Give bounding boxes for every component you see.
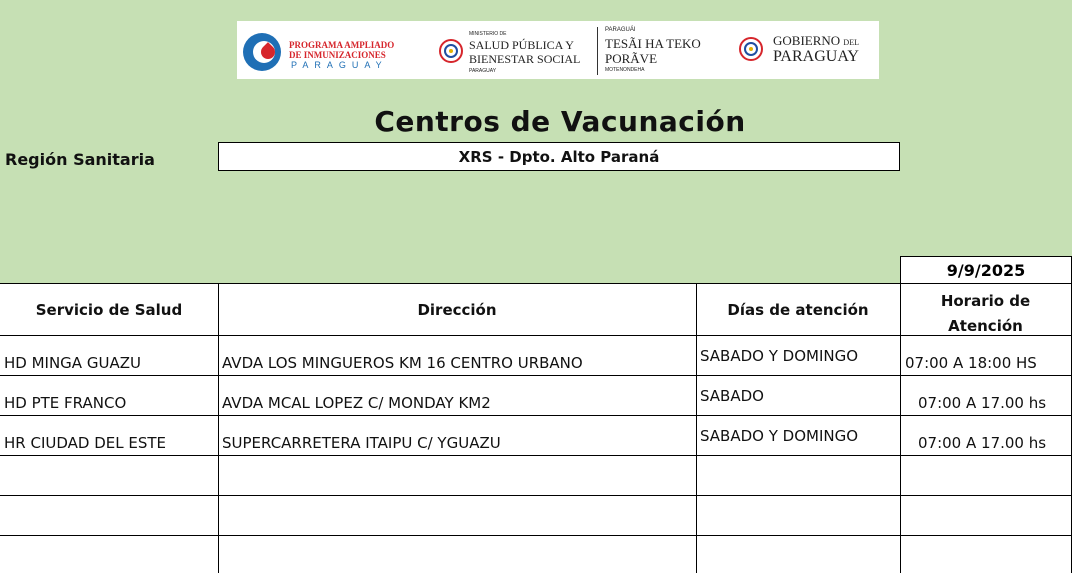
table-row-servicio[interactable]: HR CIUDAD DEL ESTE: [4, 434, 167, 452]
grid-line: [696, 283, 697, 573]
table-row-direccion[interactable]: AVDA LOS MINGUEROS KM 16 CENTRO URBANO: [222, 354, 583, 372]
pai-logo: [237, 21, 417, 79]
grid-line: [0, 283, 1072, 284]
grid-line: [0, 375, 1072, 376]
grid-line: [0, 415, 1072, 416]
table-row-direccion[interactable]: AVDA MCAL LOPEZ C/ MONDAY KM2: [222, 394, 491, 412]
grid-line: [0, 455, 1072, 456]
gobierno-seal-icon: [739, 37, 763, 61]
gob-line1: GOBIERNO: [773, 33, 841, 48]
pai-line3: PARAGUAY: [291, 60, 388, 70]
grid-line: [218, 283, 219, 573]
tes-line2: PORÃVE: [605, 51, 658, 66]
logo-divider: [597, 27, 598, 75]
table-row-dias[interactable]: SABADO Y DOMINGO: [700, 347, 859, 365]
grid-line: [1071, 283, 1072, 573]
date-cell[interactable]: 9/9/2025: [900, 256, 1072, 284]
gob-line2: PARAGUAY: [773, 48, 859, 65]
tes-bottom: MOTENONDEHA: [605, 67, 645, 73]
grid-line: [0, 495, 1072, 496]
tes-line1: TESÃI HA TEKO: [605, 36, 701, 51]
table-row-direccion[interactable]: SUPERCARRETERA ITAIPU C/ YGUAZU: [222, 434, 501, 452]
table-row-horario[interactable]: 07:00 A 17.00 hs: [918, 394, 1047, 412]
table-row-servicio[interactable]: HD PTE FRANCO: [4, 394, 127, 412]
table-row-servicio[interactable]: HD MINGA GUAZU: [4, 354, 141, 372]
table-row-horario[interactable]: 07:00 A 17.00 hs: [918, 434, 1047, 452]
table-row-dias[interactable]: SABADO: [700, 387, 764, 405]
msp-line2: BIENESTAR SOCIAL: [469, 52, 581, 66]
header-servicio: Servicio de Salud: [35, 301, 183, 319]
region-label: Región Sanitaria: [5, 150, 155, 169]
msp-top: MINISTERIO DE: [469, 31, 507, 37]
tes-top: PARAGUÁI: [605, 27, 636, 33]
gob-del: DEL: [843, 38, 859, 47]
msp-line1: SALUD PÚBLICA Y: [469, 38, 574, 52]
header-horario: [900, 289, 1071, 339]
table-row-horario[interactable]: 07:00 A 18:00 HS: [905, 354, 1037, 372]
region-value-cell[interactable]: XRS - Dpto. Alto Paraná: [218, 142, 900, 171]
msp-seal-icon: [439, 39, 463, 63]
pai-line1: PROGRAMA AMPLIADO: [289, 40, 395, 50]
header-horario-line2: Atención: [948, 317, 1023, 335]
page-title: Centros de Vacunación: [374, 105, 746, 138]
table-row-dias[interactable]: SABADO Y DOMINGO: [700, 427, 859, 445]
pai-line2: DE INMUNIZACIONES: [289, 50, 386, 60]
header-dias: Días de atención: [727, 301, 869, 319]
grid-line: [0, 535, 1072, 536]
msp-bottom: PARAGUAY: [469, 68, 497, 74]
logo-banner: [237, 21, 879, 79]
header-horario-line1: Horario de: [940, 292, 1031, 310]
header-direccion: Dirección: [417, 301, 497, 319]
